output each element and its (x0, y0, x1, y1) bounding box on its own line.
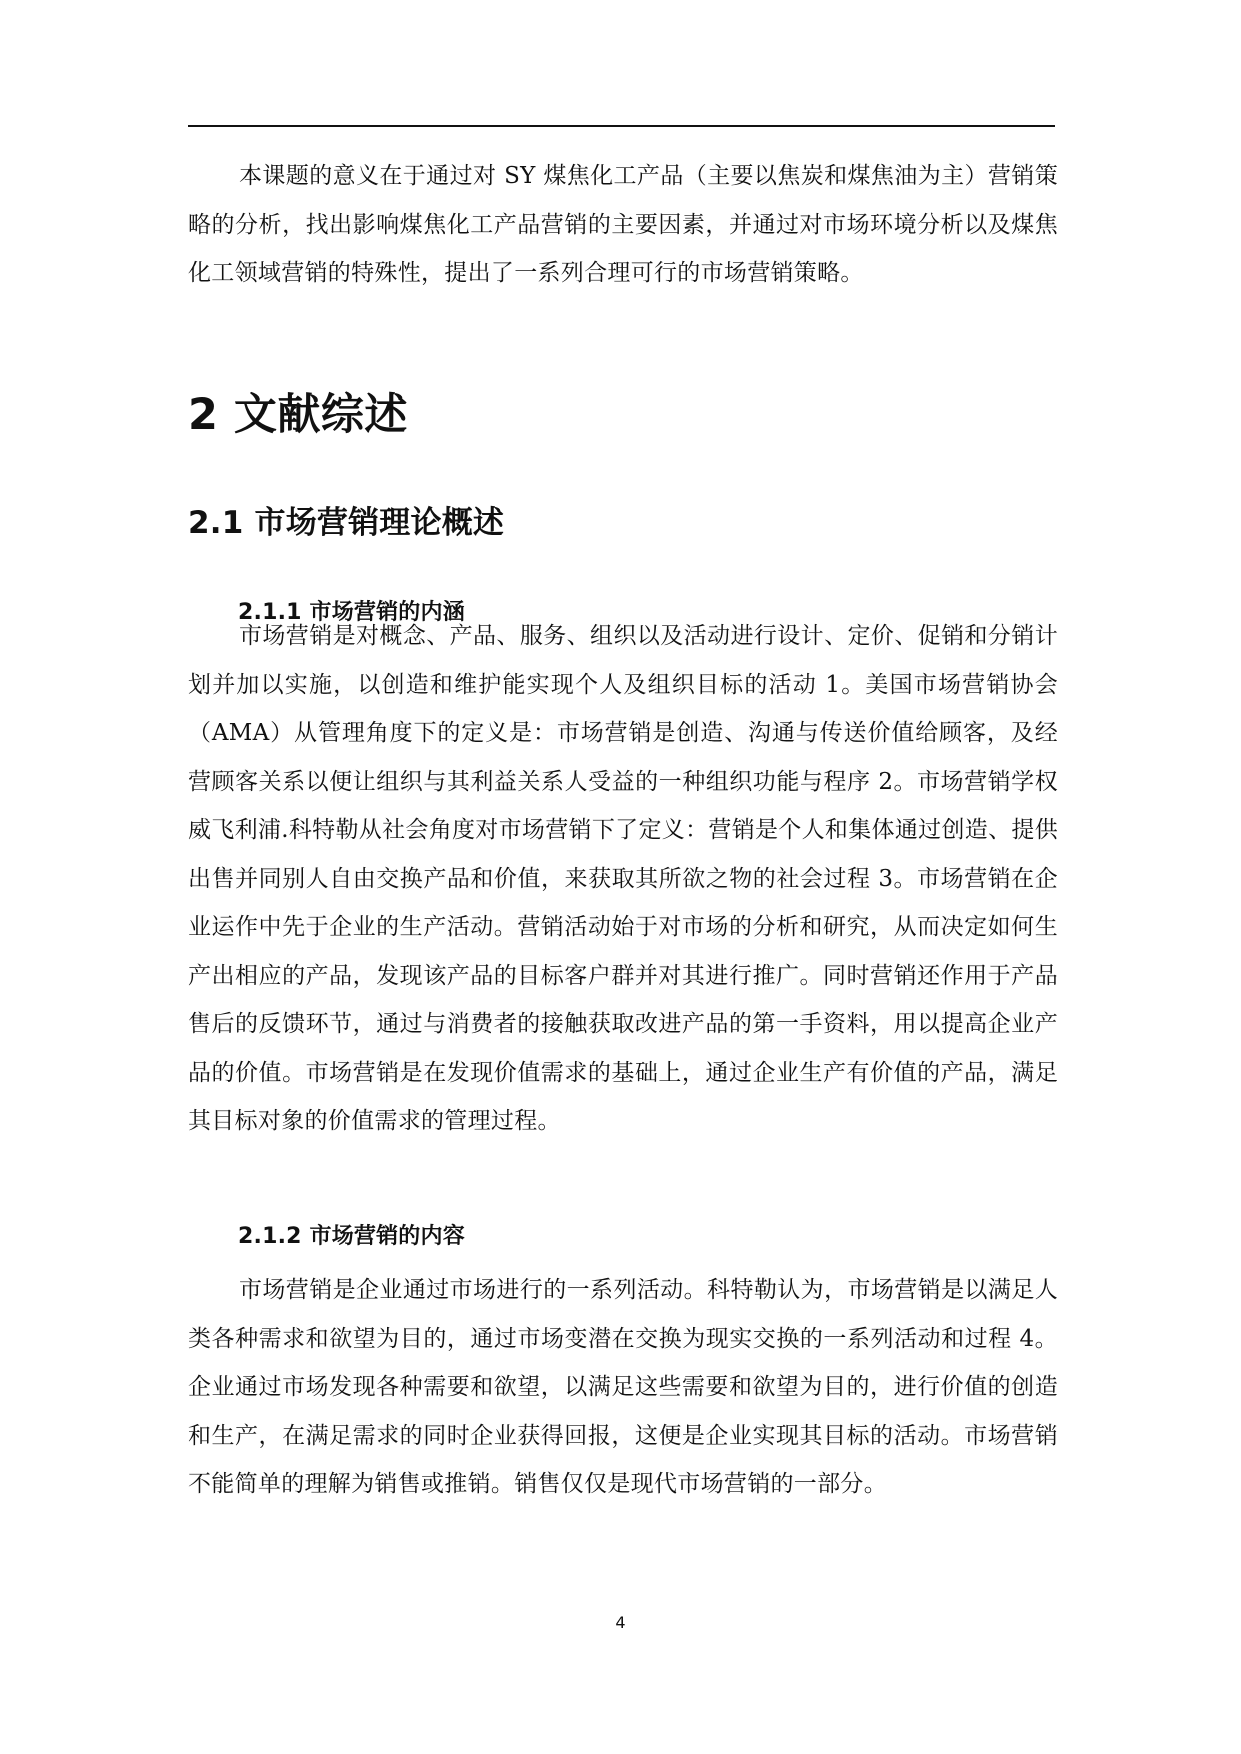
subsection-heading: 2.1.1 市场营销的内涵 (238, 600, 465, 625)
subsection-paragraph: 市场营销是企业通过市场进行的一系列活动。科特勒认为，市场营销是以满足人类各种需求和欲望为目的，通过市场变潜在交换为现实交换的一系列活动和过程 4。企业通过市场发现各种需要和欲望，以满足这些需要和欲望为目的，进行价值的创造和生产，在满足需求的同时企业获得回报，这便是企业实现其目标的活动。市场营销不能简单的理解为销售或推销。销售仅仅是现代市场营销的一部分。 (188, 1277, 1058, 1497)
intro-paragraph: 本课题的意义在于通过对 SY 煤焦化工产品（主要以焦炭和煤焦油为主）营销策略的分析，找出影响煤焦化工产品营销的主要因素，并通过对市场环境分析以及煤焦化工领域营销的特殊性，提出了一系列合理可行的市场营销策略。 (188, 163, 1058, 286)
chapter-heading: 2 文献综述 (188, 390, 408, 440)
header-rule (188, 125, 1055, 127)
subsection-heading: 2.1.2 市场营销的内容 (238, 1224, 465, 1249)
subsection-paragraph: 市场营销是对概念、产品、服务、组织以及活动进行设计、定价、促销和分销计划并加以实施，以创造和维护能实现个人及组织目标的活动 1。美国市场营销协会（AMA）从管理角度下的定义是：市场营销是创造、沟通与传送价值给顾客，及经营顾客关系以便让组织与其利益关系人受益的一种组织功能与程序 2。市场营销学权威飞利浦.科特勒从社会角度对市场营销下了定义：营销是个人和集体通过创造、提供出售并同别人自由交换产品和价值，来获取其所欲之物的社会过程 3。市场营销在企业运作中先于企业的生产活动。营销活动始于对市场的分析和研究，从而决定如何生产出相应的产品，发现该产品的目标客户群并对其进行推广。同时营销还作用于产品售后的反馈环节，通过与消费者的接触获取改进产品的第一手资料，用以提高企业产品的价值。市场营销是在发现价值需求的基础上，通过企业生产有价值的产品，满足其目标对象的价值需求的管理过程。 (188, 623, 1058, 1134)
section-heading: 2.1 市场营销理论概述 (188, 505, 505, 541)
page-number: 4 (615, 1613, 626, 1632)
